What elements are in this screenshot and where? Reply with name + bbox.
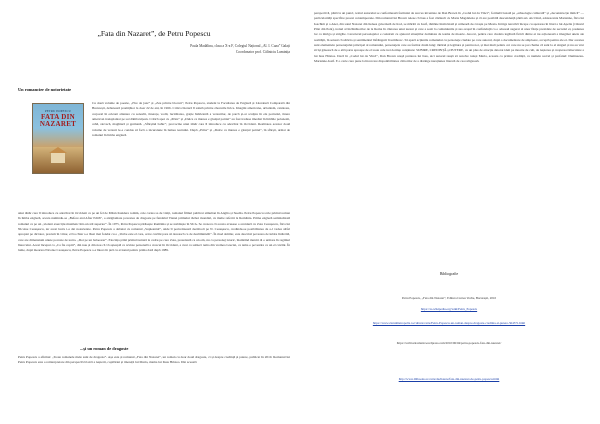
article-title: „Fata din Nazaret”, de Petru Popescu <box>97 29 211 38</box>
paragraph-right-column: perspectivă, plină la un punct, textul autorului se conformează formulei de succes inventate de Dan Brown în „Codul lui da Vinci”, formulă bazată pe „arheologie culturală” și „deconstrucție mitică” — particularități specifice prozei contemporane. Din romanul lui Brown reiese că Isus a fost căsătorit cu Maria Magdalena și că are posibilă descendență până azi. Aici însă, adolescenta Marianne, fiica lui Ioachim și a Anei, din satul Nazaret din Iudeea guvernată de Irod, se mărită cu Iosif, rămâne însărcinată și urmează de-l naște pe Mesia. Intriga narativă începe cu așezarea în lituri a lui Apelia (viitorul Pilat din Pont), trenul al închinătorilor de la Roma în căutarea unui tezaur și care a sosit la comuniunile și sus orașul în confundaţii ca o adaosul sugerat al unor fiinţe prezidate de secretul ei, pasiunea lor ca intriga și strigăte. Caracterul personajelor e construit cu ajutorul situațiilor dominate de teama de moarte. Avocat, pentru care ciudata legătură fizică dintre ei nu acționează a imaginat unele ale realității, în sensul că sărăcia și sentimentul înfrângerii îi urmăresc. Să apară acțiunile romanului cu personaje ciudate pe care autorul, după o documentare de amploare, acceptă pentru ale ei. Dar acestea sunt elementele personajului principal al romanului, personajele care au format drum lung: tânărul și legătura și pentru noi, și mai mult pentru cei care nu se pot chema că sunt la el singuri și nu au vrut să își găsească de o altă parte aproape de el toate cele trei dorințe conținute: SUBIRE, CREDINȚĂ și PUTERE, cu un plus de atracție datorat ideii pe moarte de cult, de nașterea și creșterea timeculare a lui Isus Hristos. Dacă în „Codul lui da Vinci”, Dan Brown reușă purtarea lui Isus, aici autorul reușă să rezolve totuși Maria, aceasta ca printre credință, ca numele sacrul și profanul: Dumnezeu-Marianne-Iosif. E o carte care pune la încercare disponibilitatea cititorilor de a distinge narațiunea literară de cea religioasă. <box>314 11 584 64</box>
paragraph-love-story: Petru Popescu a afirmat: „Toate romanele mele sunt de dragoste”. Așa este și romanul „Fata din Nazaret”, un roman cu doar două dragoste, ci și despre credință și putere, publicat în 2010. Romanul lui Petru Popescu este o reinterpretare din perspectivă laică a nașterii, copilăriei și tinereții lui Maria, mama lui Iisus Hristos. Din această <box>18 355 290 365</box>
book-cover-title: FATA DIN NAZARET <box>39 113 77 128</box>
paragraph-biography: unui tânăr care îl introduce cu adevărat în Occident ca pe un fel de Milan Kundera român, cole cartea sa de viziți, romanul filmul publicat simultan în Anglia și Suedia. Petru Popescu scrie primul roman în limba engleză, acesta numindu-se „Before and After Edith”, o antiglamare povestea de dragoste pe fundalul Vienei primului război mondial, cu multe referiri la România. Prima engleză seminalizată romanul ca pe un „violent exercițiu muzilenc într-un stil superior”. În 1975, Petru Popescu părăsește România și se stabilește în SUA. Se crezeca că acesta avusese o aventură cu Zoia Ceaușescu, fiica lui Nicolae Ceaușescu, iar acest lucru i-a dat notorietate. Petru Popescu a debutat cu romanul „Supleantul”, unde îl portretizează dezinvolt pe N. Ceaușescu, credindu-se posibilitatea de a-l vedea altfel apropiat pe dictator, precum în viitor, el ba chiar s-a lăsat mai fondat cu o „Verbe este el care, orice cuvânt pare să dorească ca de dealtmintelii”. În mod similar, este descrisă povestea de iubire întârzită, care are dimensiuni unuie poveste de torna. „Doi pe un balaoarer”. Elocința până primul turnată la cadru pe care Zoia, prezentată ca un om, nu ca personaj istoric, înaintând meniri di o urmare în regimul ȋntorculat. Acest ȋnceput ca „Ca fie copiii”, din nou și din nou că vă așteaptă ca reviste personală a crescut în Occident, a avut ca subiect tema din vremea Greciei, ca tema o povestire ca un el cuvânt. În lume, după moartea Nicolae Ceaușescu, Petru Popescu s-a întors în țară cu avionul pentru prima dată după 1989. <box>18 211 290 253</box>
bibliography-item-book: Petru Popescu, „Fata din Nazaret”, Editura Curtea Veche, București, 2010 <box>401 296 497 300</box>
article-authors: Paula Madălina, clasa a X-a F, Colegiul Național „Al. I. Cuza” Galați <box>190 44 290 48</box>
book-cover-image <box>32 103 84 174</box>
bibliography-link-scriitori[interactable]: https://scriitoriromani.wordpress.com/2010/06/04/petru-popescu-fata-din-nazaret/ <box>396 341 502 345</box>
bibliography-link-wikipedia[interactable]: https://ro.wikipedia.org/wiki/Petru_Popescu <box>420 307 478 311</box>
book-cover-house <box>51 153 65 163</box>
bibliography-link-ilhbooks[interactable]: http://www.ilhbooks.ro/carte/dezbatere/fata-din-nazaret-de-petru-popescu.html <box>398 377 500 381</box>
article-coordinator: Coordonator prof. Căliniciu Luminița <box>235 50 290 54</box>
bibliography-link-metropolis[interactable]: https://www.ziarulmetropolis.ro/cultura/carte/Petru-Popescu-un-roman-despre-dragoste-credinta-si-putere-564371.html <box>372 321 526 325</box>
book-cover-author: PETRU POPESCU <box>44 109 72 113</box>
paragraph-intro: Cu două volume de poezie, „Fire de jazz” și „Zeu printre blocuri”, Petru Popescu, student la Facultatea de Engleză și Literatură Comparată din București, debutează promițător la doar 22 de ani, în 1966. Critica literară îl salută printre zborurile lirice. Imagini americane, urbanism, candoare, corporal în orizont alienare cu sonoriii, tinerețe, vodii, luciditatea, grație hidrizantă a versurilor, de parcă și-ar sculptu în ele portretul, tinere american transplantat pe sol dâmbovițean. Critică apoi cu „Prins” și „Dulce ca mierea e glonțul patriei” au fost traduse imediat în limbile polonezii, cehă, slovacă, maghiară și germană. „Sfârșitul bahic”, provocine unui tânăr care îl introduce cu adevărat în Occident. Realitatea acestor două volume de versuri le-a condus să facă o incursiune în lumea teatrului. După „Prins” și „Dulce ca mierea e glonțul patriei”, în sfârșit, urmat de romanul în limba engleză. <box>92 101 290 138</box>
section-heading-novelist: Un romancier de notorietate <box>18 87 72 92</box>
bibliography-title: Bibliografie <box>439 272 459 276</box>
section-heading-love-story: ...și un roman de dragoste <box>80 346 129 351</box>
